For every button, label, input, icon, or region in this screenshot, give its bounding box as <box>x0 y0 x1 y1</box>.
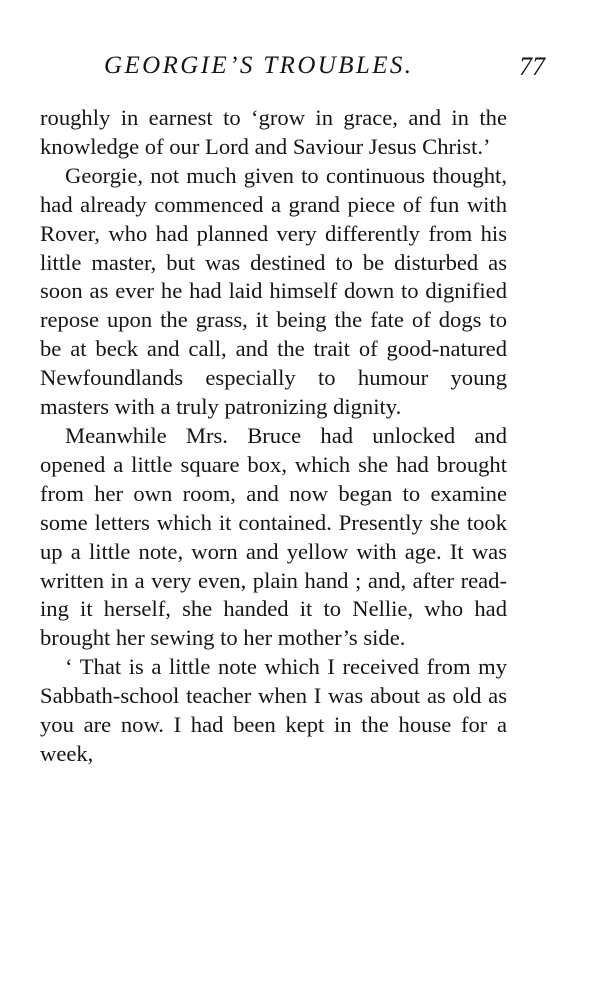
paragraph-mrs-bruce: Meanwhile Mrs. Bruce had unlocked and opened a little square box, which she had brought from her own room, and now began to examine some letters which it contained. Presently she took up a little note, worn and yellow with age. It was written in a very even, plain hand ; and, after reading it herself, she handed it to Nellie, who had brought her sewing to her mother’s side. <box>40 422 507 651</box>
running-title: GEORGIE’S TROUBLES. <box>104 52 414 79</box>
page-header <box>40 52 545 86</box>
paragraph-continuation: roughly in earnest to ‘grow in grace, and in the knowledge of our Lord and Saviour Jesus Christ.’ <box>40 105 507 159</box>
paragraph-quote: ‘ That is a little note which I received from my Sabbath-school teacher when I was about as old as you are now. I had been kept in the house for a week, <box>40 654 507 766</box>
body-text <box>40 104 507 769</box>
paragraph-georgie: Georgie, not much given to continuous thought, had already commenced a grand piece of fun with Rover, who had planned very differently from his little master, but was destined to be disturbed as soon as ever he had laid himself down to dignified repose upon the grass, it being the fate of dogs to be at beck and call, and the trait of good-natured Newfoundlands especially to humour young masters with a truly patronizing dignity. <box>40 162 507 420</box>
page-number: 77 <box>519 52 545 81</box>
